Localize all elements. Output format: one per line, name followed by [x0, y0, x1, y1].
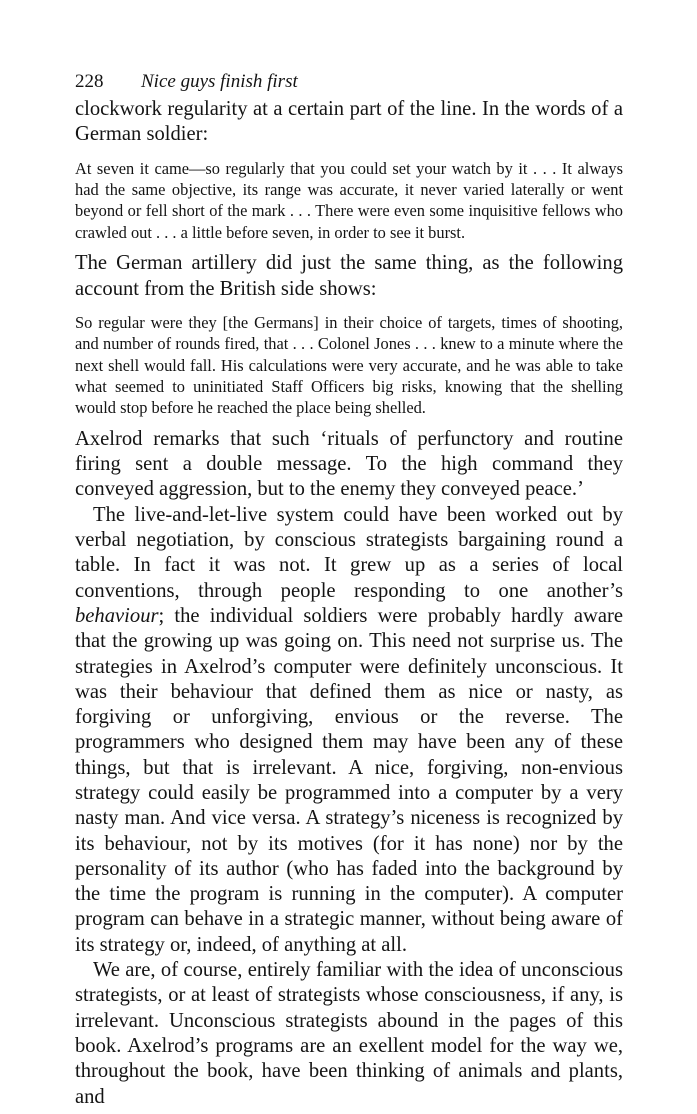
- block-quote-german-soldier: At seven it came—so regularly that you could set your watch by it . . . It always had the same objective, its range was accurate, it never varied laterally or went beyond or fell short of the mark . . . There were even some inquisitive fellows who crawled out . . . a little before seven, in order to see it burst.: [75, 158, 623, 242]
- paragraph-4: [75, 503, 623, 958]
- paragraph-4-part-2: ; the individual soldiers were probably hardly aware that the growing up was going on. This need not surprise us. The strategies in Axelrod’s computer were definitely unconscious. It was their behaviour that defined them as nice or nasty, as forgiving or unforgiving, envious or the reverse. The programmers who designed them may have been any of these things, but that is irrelevant. A nice, forgiving, non-envious strategy could easily be programmed into a computer by a very nasty man. And vice versa. A strategy’s niceness is recognized by its behaviour, not by its motives (for it has none) nor by the personality of its author (who has faded into the background by the time the program is running in the computer). A computer program can behave in a strategic manner, without being aware of its strategy or, indeed, of anything at all.: [75, 604, 623, 956]
- paragraph-2: The German artillery did just the same thing, as the following account from the British side shows:: [75, 252, 623, 300]
- page-number: 228: [75, 71, 104, 92]
- running-head: [75, 70, 623, 94]
- paragraph-1: clockwork regularity at a certain part of the line. In the words of a German soldier:: [75, 98, 623, 146]
- block-quote-british-side: So regular were they [the Germans] in their choice of targets, times of shooting, and number of rounds fired, that . . . Colonel Jones . . . knew to a minute where the next shell would fall. His calculations were very accurate, and he was able to take what seemed to uninitiated Staff Officers big risks, knowing that the shelling would stop before he reached the place being shelled.: [75, 312, 623, 418]
- running-title: Nice guys finish first: [141, 71, 298, 92]
- book-page: [75, 70, 623, 1110]
- paragraph-5: We are, of course, entirely familiar with the idea of unconscious strategists, or at least of strategists whose consciousness, if any, is irrelevant. Unconscious strategists abound in the pages of this book. Axelrod’s programs are an exellent model for the way we, throughout the book, have been thinking of animals and plants, and: [75, 959, 623, 1108]
- paragraph-3: Axelrod remarks that such ‘rituals of perfunctory and routine firing sent a double message. To the high command they conveyed aggression, but to the enemy they conveyed peace.’: [75, 427, 623, 501]
- paragraph-4-emphasis: behaviour: [75, 604, 159, 627]
- paragraph-4-part-1: The live-and-let-live system could have been worked out by verbal negotiation, by conscious strategists bargaining round a table. In fact it was not. It grew up as a series of local conventions, through people responding to one another’s: [75, 503, 623, 602]
